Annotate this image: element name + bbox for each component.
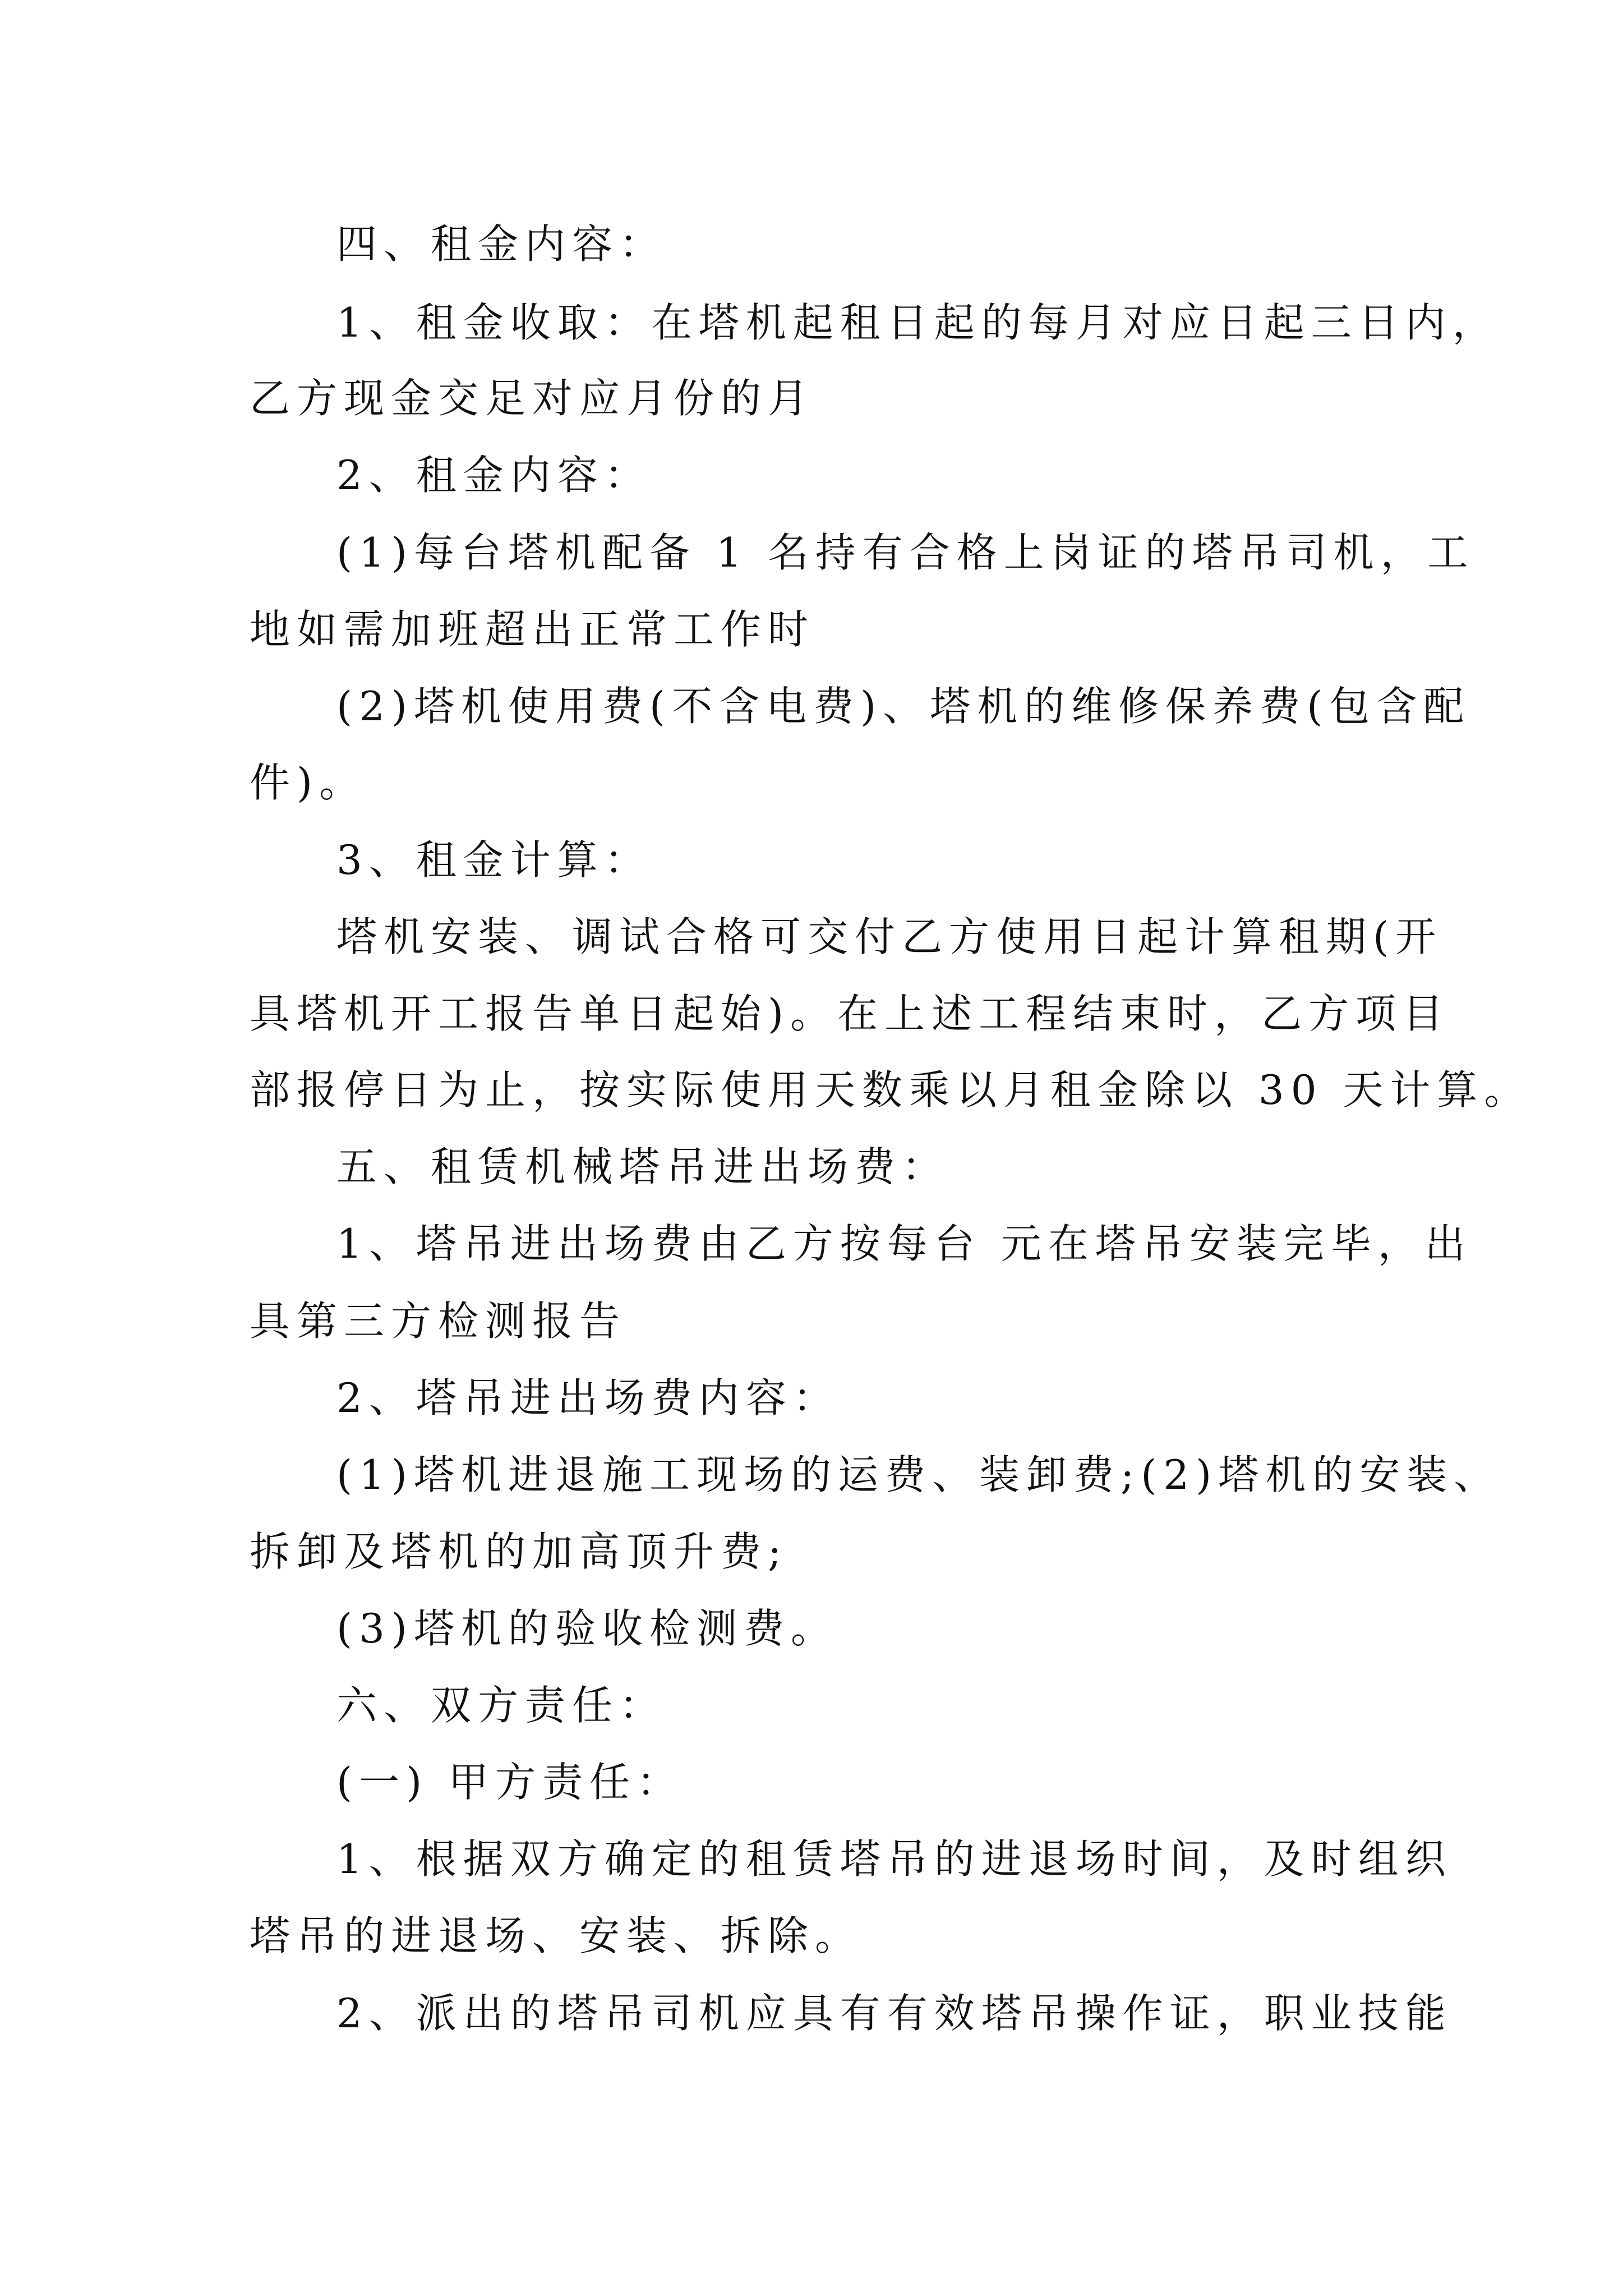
paragraph-line: 乙方现金交足对应月份的月 xyxy=(250,375,815,422)
paragraph-line: 件)。 xyxy=(250,759,367,806)
heading-entry-exit-fee: 五、租赁机械塔吊进出场费： xyxy=(336,1143,949,1190)
paragraph-line: 具第三方检测报告 xyxy=(250,1297,627,1345)
paragraph-line: 部报停日为止，按实际使用天数乘以月租金除以 30 天计算。 xyxy=(250,1066,1532,1114)
paragraph-line: 塔机安装、调试合格可交付乙方使用日起计算租期(开 xyxy=(336,913,1443,960)
paragraph-line: 塔吊的进退场、安装、拆除。 xyxy=(250,1912,863,1959)
paragraph-line: (3)塔机的验收检测费。 xyxy=(336,1605,838,1652)
heading-responsibilities: 六、双方责任： xyxy=(336,1682,667,1729)
paragraph-line: (1)塔机进退施工现场的运费、装卸费;(2)塔机的安装、 xyxy=(336,1451,1501,1498)
paragraph-line: 1、租金收取：在塔机起租日起的每月对应日起三日内， xyxy=(336,299,1500,346)
paragraph-line: 具塔机开工报告单日起始)。在上述工程结束时，乙方项目 xyxy=(250,990,1450,1037)
paragraph-line: 1、塔吊进出场费由乙方按每台 元在塔吊安装完毕，出 xyxy=(336,1220,1472,1267)
subheading-fee-content: 2、塔吊进出场费内容： xyxy=(336,1374,840,1421)
subheading-rent-content: 2、租金内容： xyxy=(336,452,652,499)
subheading-rent-calculation: 3、租金计算： xyxy=(336,836,652,884)
paragraph-line: (2)塔机使用费(不含电费)、塔机的维修保养费(包含配 xyxy=(336,683,1471,730)
paragraph-line: 1、根据双方确定的租赁塔吊的进退场时间，及时组织 xyxy=(336,1835,1453,1883)
heading-rent-content: 四、租金内容： xyxy=(336,220,667,268)
paragraph-line: (1)每台塔机配备 1 名持有合格上岗证的塔吊司机，工 xyxy=(336,529,1475,576)
paragraph-line: 地如需加班超出正常工作时 xyxy=(250,606,815,653)
paragraph-line: 2、派出的塔吊司机应具有有效塔吊操作证，职业技能 xyxy=(336,1990,1453,2037)
paragraph-line: 拆卸及塔机的加高顶升费; xyxy=(250,1528,789,1575)
subheading-party-a: (一) 甲方责任： xyxy=(336,1759,684,1806)
